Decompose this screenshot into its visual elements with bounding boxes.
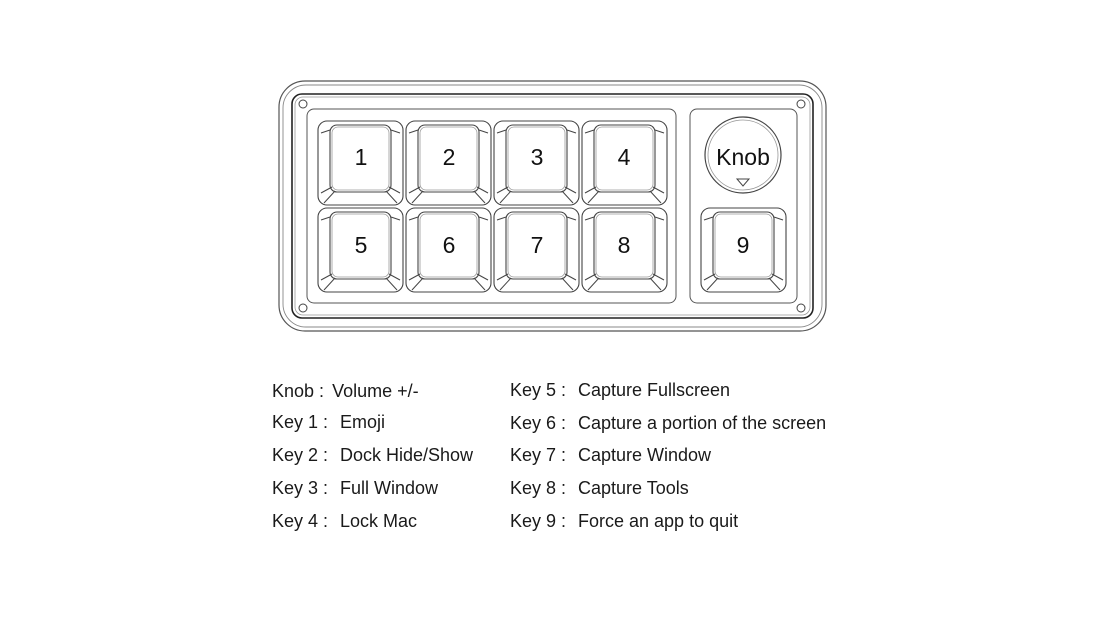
legend-key: Key 2 :	[272, 445, 329, 465]
legend-item-key-9	[510, 511, 739, 531]
legend-action: Dock Hide/Show	[340, 445, 474, 465]
legend-action: Emoji	[340, 412, 386, 432]
screw-icon	[797, 100, 805, 108]
legend-item-key-1	[272, 412, 386, 432]
legend-item-key-2	[272, 445, 474, 465]
key-7-label: 7	[530, 232, 544, 258]
legend-key: Knob :	[272, 381, 325, 401]
legend-item-key-8	[510, 478, 689, 498]
legend-item-key-6	[510, 413, 827, 433]
key-3-label: 3	[530, 144, 544, 170]
legend-action: Volume +/-	[332, 381, 419, 401]
key-2-label: 2	[442, 144, 456, 170]
key-4-label: 4	[617, 144, 631, 170]
legend-action: Force an app to quit	[578, 511, 739, 531]
screw-icon	[299, 304, 307, 312]
legend-item-knob	[272, 381, 419, 401]
key-8-label: 8	[617, 232, 631, 258]
legend-key: Key 1 :	[272, 412, 329, 432]
legend-key: Key 8 :	[510, 478, 567, 498]
legend-key: Key 9 :	[510, 511, 567, 531]
legend-action: Capture Window	[578, 445, 712, 465]
legend-item-key-4	[272, 511, 418, 531]
knob-label: Knob	[716, 144, 770, 170]
screw-icon	[797, 304, 805, 312]
key-6-label: 6	[442, 232, 456, 258]
legend-action: Capture Fullscreen	[578, 380, 731, 400]
legend-item-key-7	[510, 445, 712, 465]
key-1-label: 1	[354, 144, 368, 170]
screw-icon	[299, 100, 307, 108]
legend-key: Key 6 :	[510, 413, 567, 433]
legend-action: Capture Tools	[578, 478, 689, 498]
key-9-label: 9	[736, 232, 750, 258]
legend-action: Full Window	[340, 478, 439, 498]
legend-item-key-5	[510, 380, 731, 400]
legend-key: Key 5 :	[510, 380, 567, 400]
legend-key: Key 4 :	[272, 511, 329, 531]
legend-key: Key 7 :	[510, 445, 567, 465]
legend-item-key-3	[272, 478, 439, 498]
legend-action: Lock Mac	[340, 511, 418, 531]
legend-key: Key 3 :	[272, 478, 329, 498]
legend-action: Capture a portion of the screen	[578, 413, 827, 433]
key-5-label: 5	[354, 232, 368, 258]
